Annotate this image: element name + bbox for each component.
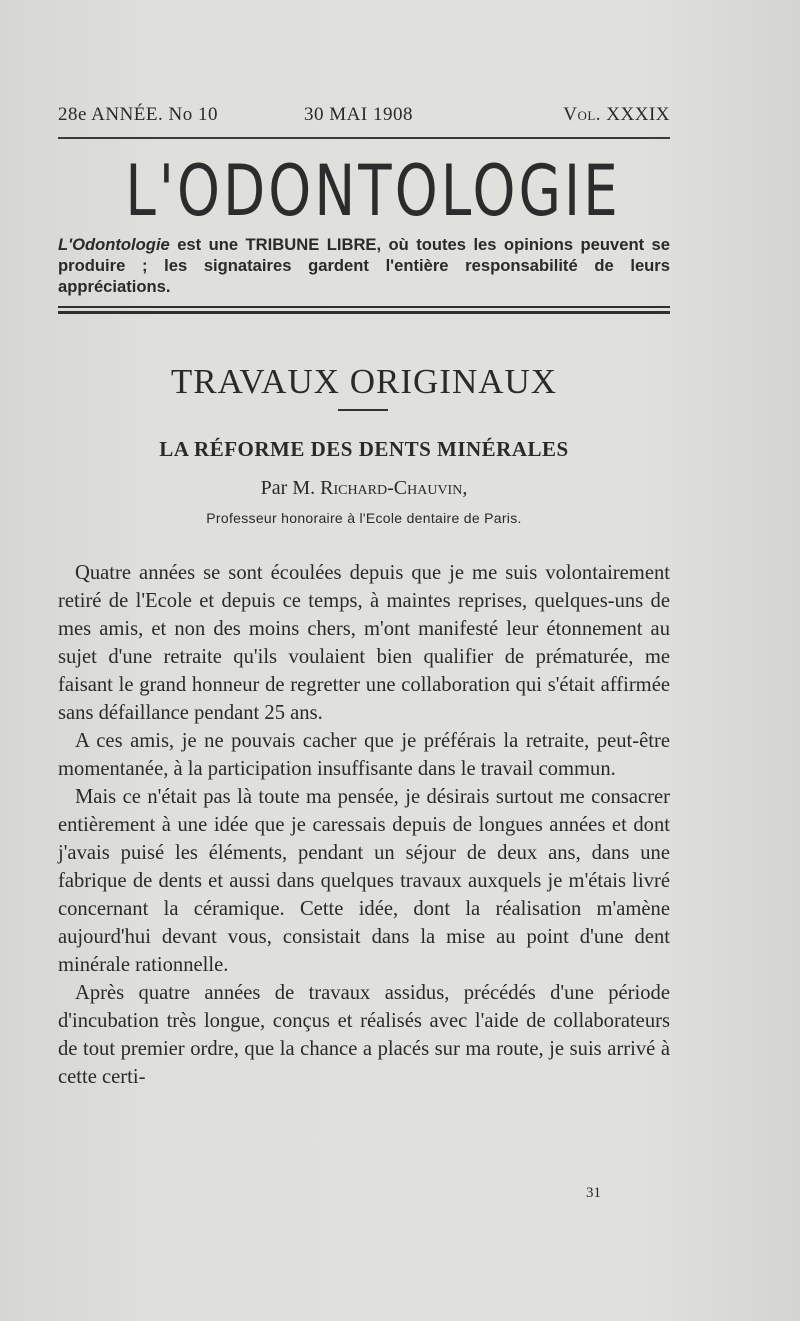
double-rule — [58, 306, 670, 314]
paragraph-4: Après quatre années de travaux assidus, précédés d'une période d'incubation très longue, conçus et réalisés avec l'aide de collaborateurs de tout premier ordre, que la chance a placés sur ma route, je suis arrivé à cette certi- — [58, 982, 670, 1088]
header-rule — [58, 137, 670, 139]
running-header — [58, 104, 670, 132]
editorial-notice — [58, 234, 670, 297]
issue-number: 28e ANNÉE. No 10 — [58, 104, 218, 125]
volume-number: Vol. XXXIX — [563, 104, 670, 125]
issue-date: 30 MAI 1908 — [304, 104, 413, 125]
author-name: Richard-Chauvin, — [320, 477, 468, 499]
article-body — [58, 559, 670, 1091]
notice-journal-name: L'Odontologie — [58, 235, 170, 254]
article-title: LA RÉFORME DES DENTS MINÉRALES — [159, 437, 569, 461]
paragraph-3: Mais ce n'était pas là toute ma pensée, je désirais surtout me consacrer entièrement à une idée que je caressais depuis de longues années et dont j'avais puisé les éléments, pendant un séjour de deux ans, dans une fabrique de dents et aussi dans quelques travaux auxquels je m'étais livré concernant la céramique. Cette idée, dont la réalisation m'amène aujourd'hui devant vous, consistait dans la mise au point d'une dent minérale rationnelle. — [58, 786, 670, 976]
paragraph-2: A ces amis, je ne pouvais cacher que je préférais la retraite, peut-être momentanée, à la participation insuffisante dans le travail commun. — [58, 730, 670, 780]
byline — [58, 477, 670, 500]
page-number: 31 — [586, 1185, 601, 1201]
section-title: TRAVAUX ORIGINAUX — [170, 362, 558, 401]
author-affiliation: Professeur honoraire à l'Ecole dentaire de Paris. — [206, 510, 522, 526]
paragraph-1: Quatre années se sont écoulées depuis que je me suis volontairement retiré de l'Ecole et depuis ce temps, à maintes reprises, quelques-uns de mes amis, et non des moins chers, m'ont manifesté leur étonnement au sujet d'une retraite qu'ils voulaient bien qualifier de prématurée, me faisant le grand honneur de regretter une collaboration qui s'était affirmée sans défaillance pendant 25 ans. — [58, 562, 670, 724]
notice-text: est une TRIBUNE LIBRE, où toutes les opinions peuvent se produire ; les signataires gardent l'entière responsabilité de leurs appréciations. — [58, 235, 670, 296]
section-rule — [338, 409, 388, 411]
journal-title: L'ODONTOLOGIE — [125, 150, 621, 232]
byline-prefix: Par M. — [260, 477, 316, 499]
